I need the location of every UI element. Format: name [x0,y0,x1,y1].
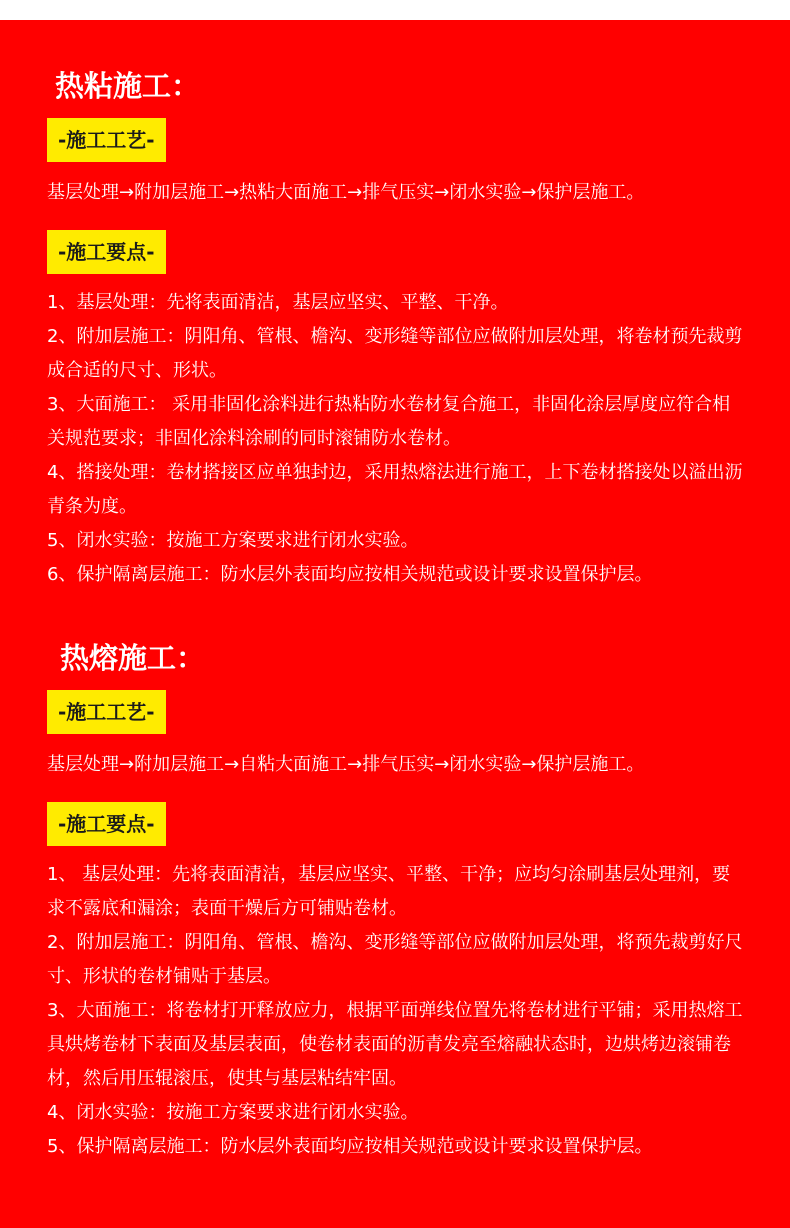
red-panel [0,20,790,1228]
key-points-tag: -施工要点- [47,230,166,274]
section-title: 热熔施工： [60,641,206,675]
key-point-5: 5、保护隔离层施工：防水层外表面均应按相关规范或设计要求设置保护层。 [47,1136,653,1157]
key-point-1: 1、基层处理：先将表面清洁，基层应坚实、平整、干净。 [47,292,509,313]
key-point-3: 3、大面施工： 采用非固化涂料进行热粘防水卷材复合施工，非固化涂层厚度应符合相关规范要求；非固化涂料涂刷的同时滚铺防水卷材。 [47,394,731,449]
key-point-5: 5、闭水实验：按施工方案要求进行闭水实验。 [47,530,419,551]
process-flow: 基层处理→附加层施工→热粘大面施工→排气压实→闭水实验→保护层施工。 [47,182,645,203]
key-point-1: 1、 基层处理：先将表面清洁，基层应坚实、平整、干净；应均匀涂刷基层处理剂，要求不露底和漏涂；表面干燥后方可铺贴卷材。 [47,864,731,919]
key-point-2: 2、附加层施工：阴阳角、管根、檐沟、变形缝等部位应做附加层处理，将卷材预先裁剪成合适的尺寸、形状。 [47,326,743,381]
key-point-4: 4、搭接处理：卷材搭接区应单独封边，采用热熔法进行施工，上下卷材搭接处以溢出沥青条为度。 [47,462,743,517]
process-flow: 基层处理→附加层施工→自粘大面施工→排气压实→闭水实验→保护层施工。 [47,754,645,775]
key-point-2: 2、附加层施工：阴阳角、管根、檐沟、变形缝等部位应做附加层处理，将预先裁剪好尺寸、形状的卷材铺贴于基层。 [47,932,743,987]
section-title: 热粘施工： [55,69,201,103]
key-point-4: 4、闭水实验：按施工方案要求进行闭水实验。 [47,1102,419,1123]
key-points-list [47,286,747,592]
key-points-list [47,858,747,1164]
key-point-3: 3、大面施工：将卷材打开释放应力，根据平面弹线位置先将卷材进行平铺；采用热熔工具烘烤卷材下表面及基层表面，使卷材表面的沥青发亮至熔融状态时，边烘烤边滚铺卷材，然后用压辊滚压，使其与基层粘结牢固。 [47,1000,743,1089]
process-tag: -施工工艺- [47,118,166,162]
key-points-tag: -施工要点- [47,802,166,846]
key-point-6: 6、保护隔离层施工：防水层外表面均应按相关规范或设计要求设置保护层。 [47,564,653,585]
process-tag: -施工工艺- [47,690,166,734]
